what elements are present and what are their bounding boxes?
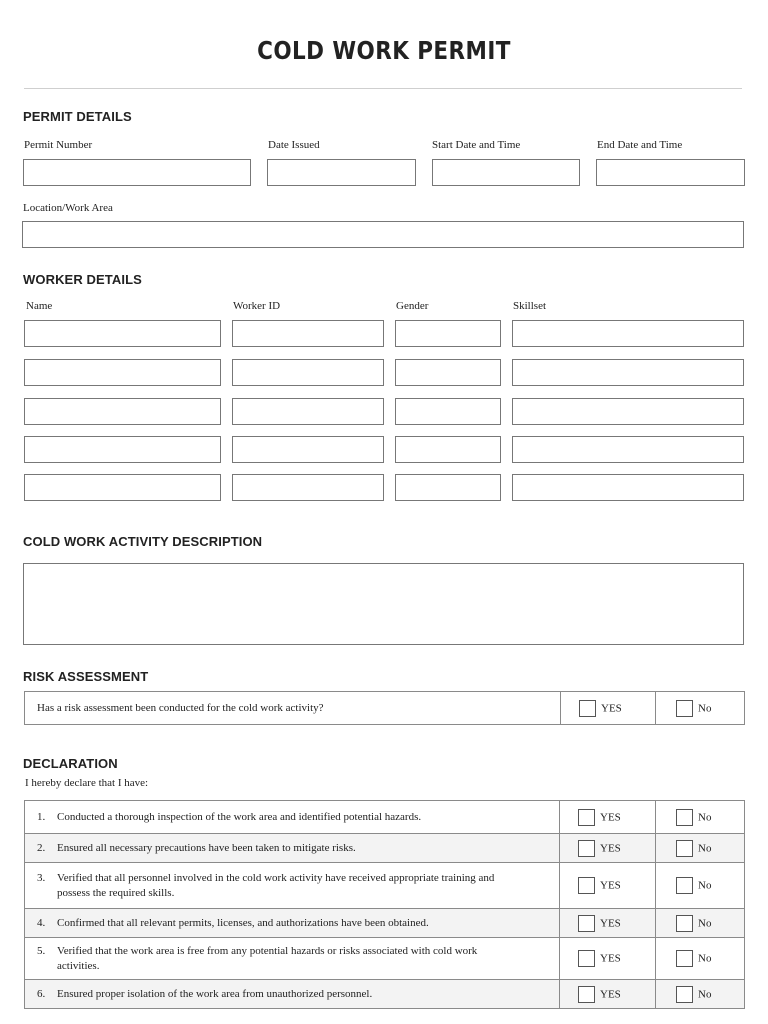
declaration-item-text: Verified that the work area is free from any potential hazards or risks associated with cold work xyxy=(57,944,478,957)
worker-name-field[interactable] xyxy=(24,398,221,425)
declaration-no-label: No xyxy=(698,952,712,965)
declaration-no-option[interactable] xyxy=(656,863,745,909)
declaration-no-checkbox[interactable] xyxy=(676,986,693,1003)
worker-skillset-column-label: Skillset xyxy=(513,300,547,312)
declaration-statement xyxy=(25,938,560,980)
worker-gender-field[interactable] xyxy=(395,474,501,501)
declaration-row xyxy=(25,863,745,909)
declaration-item-text-continued: activities. xyxy=(57,959,100,972)
declaration-no-checkbox[interactable] xyxy=(676,877,693,894)
declaration-no-label: No xyxy=(698,917,712,929)
declaration-item-text: Confirmed that all relevant permits, licenses, and authorizations have been obtained. xyxy=(57,916,429,929)
declaration-statement xyxy=(25,801,560,834)
worker-id-field[interactable] xyxy=(232,398,384,425)
declaration-no-option[interactable] xyxy=(656,834,745,863)
activity-heading: COLD WORK ACTIVITY DESCRIPTION xyxy=(23,534,263,549)
permit-number-label: Permit Number xyxy=(24,139,93,151)
declaration-item-text: Ensured proper isolation of the work area from unauthorized personnel. xyxy=(57,987,373,1000)
declaration-row xyxy=(25,980,745,1009)
declaration-yes-checkbox[interactable] xyxy=(578,986,595,1003)
start-datetime-label: Start Date and Time xyxy=(432,139,521,151)
declaration-yes-option[interactable] xyxy=(560,863,656,909)
worker-id-column-label: Worker ID xyxy=(233,300,281,312)
declaration-no-option[interactable] xyxy=(656,909,745,938)
declaration-yes-label: YES xyxy=(600,879,621,892)
declaration-no-label: No xyxy=(698,879,712,892)
declaration-statement xyxy=(25,834,560,863)
risk-no-option[interactable] xyxy=(656,692,745,725)
declaration-no-checkbox[interactable] xyxy=(676,840,693,857)
declaration-statement xyxy=(25,980,560,1009)
worker-skillset-field[interactable] xyxy=(512,398,744,425)
risk-question-text: Has a risk assessment been conducted for the cold work activity? xyxy=(37,701,324,714)
risk-yes-label: YES xyxy=(601,702,622,714)
declaration-yes-label: YES xyxy=(600,952,621,965)
declaration-item-number: 6. xyxy=(37,987,46,1000)
declaration-yes-checkbox[interactable] xyxy=(578,840,595,857)
declaration-yes-checkbox[interactable] xyxy=(578,877,595,894)
declaration-row xyxy=(25,938,745,980)
declaration-intro: I hereby declare that I have: xyxy=(25,777,149,789)
declaration-item-number: 1. xyxy=(37,810,46,823)
declaration-table xyxy=(24,800,745,1009)
worker-name-field[interactable] xyxy=(24,474,221,501)
worker-gender-field[interactable] xyxy=(395,320,501,347)
risk-yes-checkbox[interactable] xyxy=(579,700,596,717)
declaration-yes-label: YES xyxy=(600,811,621,823)
declaration-yes-label: YES xyxy=(600,917,621,929)
worker-skillset-field[interactable] xyxy=(512,474,744,501)
activity-description-field[interactable] xyxy=(23,563,744,645)
declaration-yes-checkbox[interactable] xyxy=(578,915,595,932)
declaration-item-number: 4. xyxy=(37,916,46,929)
declaration-yes-option[interactable] xyxy=(560,834,656,863)
declaration-item-number: 3. xyxy=(37,871,46,884)
declaration-statement xyxy=(25,863,560,909)
worker-gender-field[interactable] xyxy=(395,359,501,386)
worker-name-column-label: Name xyxy=(26,300,53,312)
declaration-yes-label: YES xyxy=(600,842,621,854)
declaration-heading: DECLARATION xyxy=(23,756,118,771)
start-datetime-field[interactable] xyxy=(432,159,580,186)
page-title: COLD WORK PERMIT xyxy=(257,36,511,65)
declaration-item-text: Verified that all personnel involved in the cold work activity have received appropriate training and xyxy=(57,871,495,884)
declaration-no-label: No xyxy=(698,842,712,854)
declaration-item-text-continued: possess the required skills. xyxy=(57,886,175,899)
risk-assessment-heading: RISK ASSESSMENT xyxy=(23,669,149,684)
worker-id-field[interactable] xyxy=(232,320,384,347)
declaration-yes-label: YES xyxy=(600,988,621,1000)
permit-details-heading: PERMIT DETAILS xyxy=(23,109,132,124)
declaration-row xyxy=(25,834,745,863)
declaration-no-label: No xyxy=(698,811,712,823)
location-label: Location/Work Area xyxy=(23,202,113,214)
worker-name-field[interactable] xyxy=(24,436,221,463)
declaration-no-label: No xyxy=(698,988,712,1000)
declaration-no-checkbox[interactable] xyxy=(676,915,693,932)
worker-details-heading: WORKER DETAILS xyxy=(23,272,142,287)
risk-no-checkbox[interactable] xyxy=(676,700,693,717)
declaration-yes-option[interactable] xyxy=(560,938,656,980)
declaration-no-option[interactable] xyxy=(656,801,745,834)
declaration-row xyxy=(25,801,745,834)
worker-id-field[interactable] xyxy=(232,436,384,463)
worker-name-field[interactable] xyxy=(24,320,221,347)
declaration-yes-option[interactable] xyxy=(560,909,656,938)
declaration-no-checkbox[interactable] xyxy=(676,809,693,826)
declaration-no-checkbox[interactable] xyxy=(676,950,693,967)
end-datetime-field[interactable] xyxy=(596,159,745,186)
risk-question xyxy=(25,692,561,725)
declaration-yes-checkbox[interactable] xyxy=(578,950,595,967)
declaration-yes-checkbox[interactable] xyxy=(578,809,595,826)
worker-skillset-field[interactable] xyxy=(512,359,744,386)
permit-number-field[interactable] xyxy=(23,159,251,186)
declaration-statement xyxy=(25,909,560,938)
date-issued-field[interactable] xyxy=(267,159,416,186)
declaration-row xyxy=(25,909,745,938)
location-field[interactable] xyxy=(22,221,744,248)
risk-yes-option[interactable] xyxy=(561,692,656,725)
worker-name-field[interactable] xyxy=(24,359,221,386)
declaration-no-option[interactable] xyxy=(656,938,745,980)
worker-gender-column-label: Gender xyxy=(396,300,429,312)
end-datetime-label: End Date and Time xyxy=(597,139,683,151)
worker-id-field[interactable] xyxy=(232,474,384,501)
worker-skillset-field[interactable] xyxy=(512,320,744,347)
worker-id-field[interactable] xyxy=(232,359,384,386)
declaration-item-number: 2. xyxy=(37,841,46,854)
declaration-item-text: Ensured all necessary precautions have been taken to mitigate risks. xyxy=(57,841,356,854)
declaration-item-text: Conducted a thorough inspection of the work area and identified potential hazards. xyxy=(57,810,422,823)
worker-skillset-field[interactable] xyxy=(512,436,744,463)
declaration-item-number: 5. xyxy=(37,944,46,957)
declaration-yes-option[interactable] xyxy=(560,801,656,834)
declaration-yes-option[interactable] xyxy=(560,980,656,1009)
worker-gender-field[interactable] xyxy=(395,398,501,425)
risk-no-label: No xyxy=(698,702,712,714)
title-divider xyxy=(24,88,742,89)
declaration-no-option[interactable] xyxy=(656,980,745,1009)
worker-gender-field[interactable] xyxy=(395,436,501,463)
date-issued-label: Date Issued xyxy=(268,139,320,151)
risk-assessment-table xyxy=(24,691,745,725)
